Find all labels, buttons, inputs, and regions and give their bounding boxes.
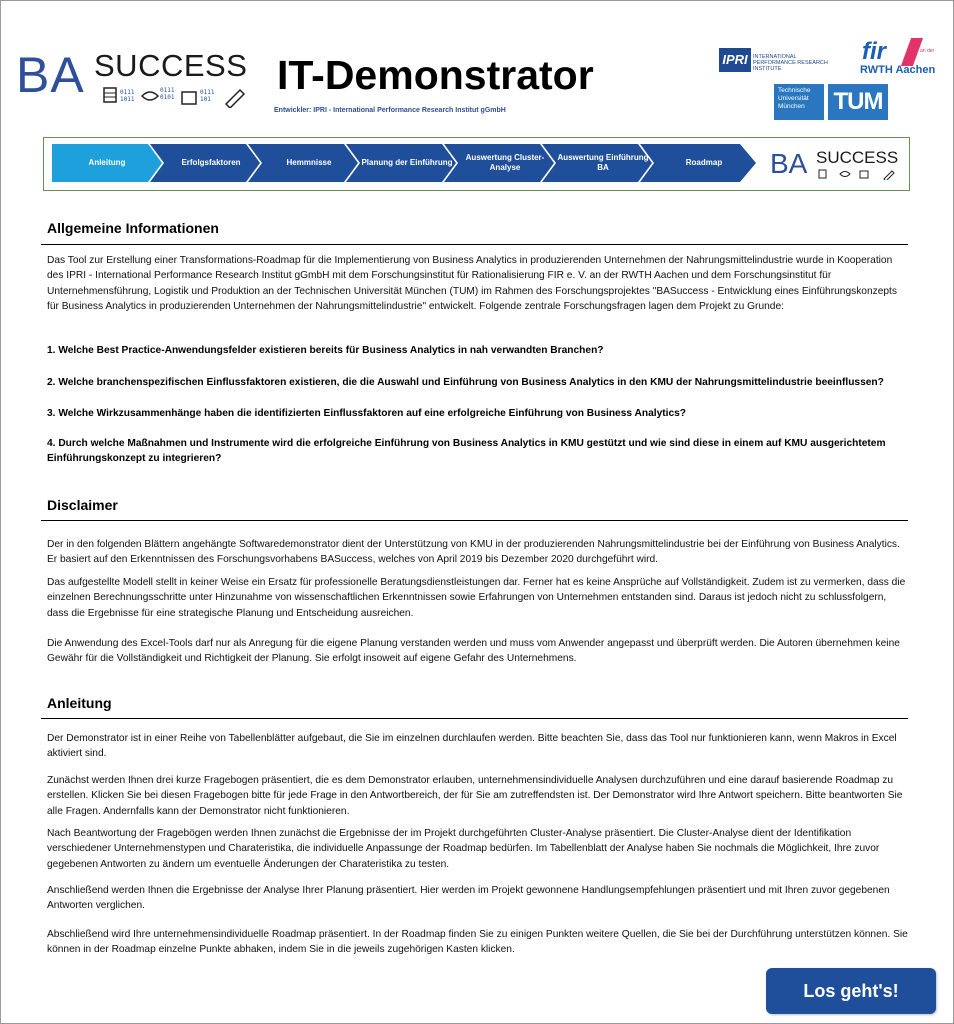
nav-label: Hemmnisse <box>286 158 332 167</box>
nav-label: Auswertung Cluster-Analyse <box>465 153 545 172</box>
section-title-disclaimer: Disclaimer <box>47 497 118 513</box>
fir-mark: fir <box>862 38 886 65</box>
disclaimer-paragraph-3: Die Anwendung des Excel-Tools darf nur als Anregung für die eigene Planung verstanden werden und muss vom Anwender angepasst und überprüft werden. Die Autoren übernehmen keine Gewähr für die Vollständigkeit und Richtigkeit der Planung. Sie erfolgt insoweit auf eigene Gefahr des Unternehmens. <box>47 638 900 665</box>
fir-sub: an der <box>920 48 935 54</box>
tum-label: Technische Universität München <box>774 84 824 120</box>
svg-text:101: 101 <box>200 96 211 103</box>
tum-logo <box>774 84 888 120</box>
research-question-4: 4. Durch welche Maßnahmen und Instrumente wird die erfolgreiche Einführung von Business Analytics in KMU gestützt und wie sind diese in einem auf KMU ausgerichtetem Einführungskonzept zu integrieren? <box>47 438 886 465</box>
instructions-paragraph-1: Der Demonstrator ist in einer Reihe von Tabellenblätter aufgebaut, die Sie im einzelnen durchlaufen werden. Bitte beachten Sie, dass das Tool nur funktionieren kann, wenn Makros in Excel aktiviert sind. <box>47 733 897 760</box>
nav-label: Erfolgsfaktoren <box>181 158 241 167</box>
developer-note: Entwickler: IPRI - International Performance Research Institut gGmbH <box>274 107 506 114</box>
instructions-paragraph-2: Zunächst werden Ihnen drei kurze Fragebogen präsentiert, die es dem Demonstrator erlauben, unternehmensindividuelle Analysen durchzuführen und eine darauf basierende Roadmap zu erstellen. Klicken Sie bei diesen Fragebogen bitte für jede Frage in den Antwortbereich, der für Sie am zutreffendsten ist. Der Demonstrator wird Ihre Antwort speichern. Bitte beantworten Sie alle Fragen. Andernfalls kann der Demonstrator nicht funktionieren. <box>47 775 903 817</box>
research-question-1: 1. Welche Best Practice-Anwendungsfelder existieren bereits für Business Analytics in nah verwandten Branchen? <box>47 345 604 356</box>
section-title-allgemein: Allgemeine Informationen <box>47 220 219 236</box>
fir-rwth: RWTH Aachen <box>860 64 936 76</box>
instructions-paragraph-5: Abschließend wird Ihre unternehmensindividuelle Roadmap präsentiert. In der Roadmap finden Sie zu einigen Punkten weitere Quellen, die Sie bei der Durchführung unterstützen können. Sie können in der Roadmap einzelne Punkte abhaken, indem Sie in die jeweils zugehörigen Kasten klicken. <box>47 929 908 956</box>
nav-label: Auswertung Einführung BA <box>557 153 649 172</box>
research-question-2: 2. Welche branchenspezifischen Einflussfaktoren existieren, die die Auswahl und Einführung von Business Analytics in den KMU der Nahrungsmittelindustrie beeinflussen? <box>47 377 884 388</box>
nav-anleitung[interactable] <box>52 144 162 182</box>
nav-roadmap[interactable] <box>640 144 756 182</box>
section-divider <box>41 244 908 245</box>
ipri-mark: IPRI <box>719 48 751 72</box>
svg-text:0111: 0111 <box>160 87 175 94</box>
tum-mark: TUM <box>828 84 888 120</box>
logo-success-text: SUCCESS <box>94 48 248 83</box>
section-divider <box>41 718 908 719</box>
logo-success-text: SUCCESS <box>816 148 899 167</box>
navigation-bar <box>43 137 910 191</box>
nav-basuccess-logo <box>770 148 905 184</box>
intro-paragraph: Das Tool zur Erstellung einer Transformations-Roadmap für die Implementierung von Business Analytics in produzierenden Unternehmen der Nahrungsmittelindustrie wurde in Kooperation des IPRI - International Performance Research Institut gGmbH mit dem Forschungsinstitut für Rationalisierung FIR e. V. an der RWTH Aachen und dem Forschungsinstitut für Unternehmensführung, Logistik und Produktion an der Technischen Universität München (TUM) im Rahmen des Forschungsprojektes "BASuccess - Entwicklung eines Einführungskonzepts für Business Analytics in produzierenden Unternehmen der Nahrungsmittelindustrie" entwickelt. Folgende zentrale Forschungsfragen lagen dem Projekt zu Grunde: <box>47 255 897 313</box>
disclaimer-paragraph-2: Das aufgestellte Modell stellt in keiner Weise ein Ersatz für professionelle Beratungsdienstleistungen dar. Ferner hat es keine Ansprüche auf Vollständigkeit. Zudem ist zu vermerken, dass die einzelnen Berechnungsschritte unter Hinzunahme von wissenschaftlichen Erkenntnissen sowie Erfahrungen von Unternehmen entstanden sind. Daraus ist jedoch nicht zu schlussfolgern, dass die Ergebnisse für eine strategische Planung und Entscheidung ausreichen. <box>47 577 906 619</box>
ipri-text: INTERNATIONAL PERFORMANCE RESEARCH INSTITUTE <box>753 54 828 72</box>
nav-planung[interactable] <box>346 144 456 182</box>
food-data-icons <box>102 84 252 108</box>
start-button[interactable]: Los geht's! <box>766 968 936 1014</box>
svg-text:1011: 1011 <box>120 96 135 103</box>
logo-ba-text: BA <box>16 47 85 103</box>
nav-label: Roadmap <box>685 158 723 167</box>
research-question-3: 3. Welche Wirkzusammenhänge haben die identifizierten Einflussfaktoren auf eine erfolgreiche Einführung von Business Analytics? <box>47 408 687 419</box>
svg-text:0111: 0111 <box>200 89 215 96</box>
page-title: IT-Demonstrator <box>277 52 594 98</box>
instructions-paragraph-3: Nach Beantwortung der Fragebögen werden Ihnen zunächst die Ergebnisse der im Projekt durchgeführten Cluster-Analyse präsentiert. Die Cluster-Analyse dient der Identifikation verschiedener Unternehmenstypen und Charateristika, die individuelle Anpassunge der Roadmap bedürfen. Im Tabellenblatt der Analyse haben Sie nochmals die Möglichkeit, Ihre zuvor gegebenen Antworten zu ändern um eventuelle Änderungen der Charateristika zu testen. <box>47 828 880 870</box>
nav-hemmnisse[interactable] <box>248 144 358 182</box>
section-title-anleitung: Anleitung <box>47 695 112 711</box>
nav-label: Anleitung <box>88 158 126 167</box>
disclaimer-paragraph-1: Der in den folgenden Blättern angehängte Softwaredemonstrator dient der Unterstützung von KMU in der produzierenden Nahrungsmittelindustrie bei der Einführung von Business Analytics. Er basiert auf den Erkenntnissen des Forschungsvorhabens BASuccess, welches von April 2019 bis Dezember 2020 durchgeführt wird. <box>47 539 900 566</box>
svg-text:0101: 0101 <box>160 94 175 101</box>
nav-cluster-analyse[interactable] <box>444 144 554 182</box>
ipri-logo <box>719 48 839 74</box>
logo-ba-text: BA <box>770 148 808 179</box>
nav-erfolgsfaktoren[interactable] <box>150 144 260 182</box>
food-data-icons <box>818 168 898 180</box>
nav-label: Planung der Einführung <box>361 158 453 167</box>
section-divider <box>41 520 908 521</box>
basuccess-logo <box>16 47 248 108</box>
fir-logo <box>860 36 936 76</box>
nav-einfuehrung-ba[interactable] <box>542 144 652 182</box>
svg-text:0111: 0111 <box>120 89 135 96</box>
instructions-paragraph-4: Anschließend werden Ihnen die Ergebnisse der Analyse Ihrer Planung präsentiert. Hier werden im Projekt gewonnene Handlungsempfehlungen präsentiert und mit Ihren zuvor gegebenen Antworten verglichen. <box>47 885 890 912</box>
